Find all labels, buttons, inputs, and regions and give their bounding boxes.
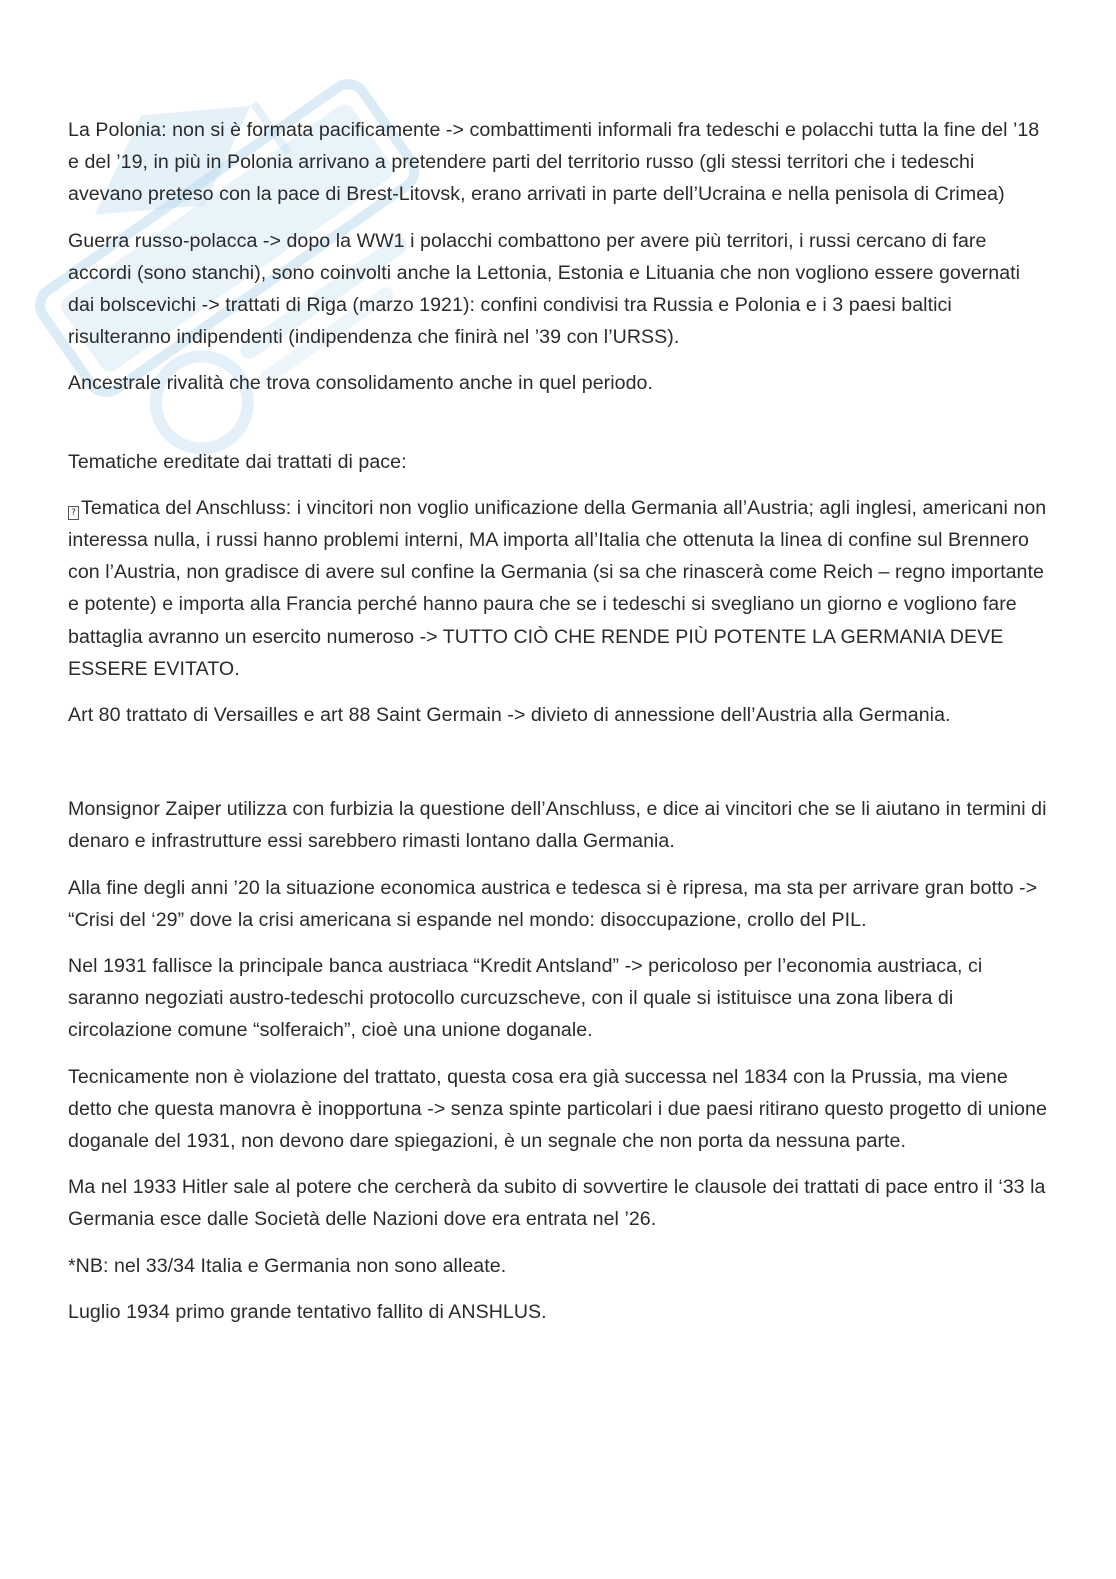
missing-glyph-bullet-icon: ? xyxy=(68,506,79,520)
paragraph-polonia: La Polonia: non si è formata pacificamente -> combattimenti informali fra tedeschi e polacchi tutta la fine del ’18 e del ’19, in più in Polonia arrivano a pretendere parti del territorio russo (gli stessi territori che i tedeschi avevano preteso con la pace di Brest-Litovsk, erano arrivati in parte dell’Ucraina e nella penisola di Crimea) xyxy=(68,119,1040,206)
document-body xyxy=(68,114,1048,1342)
paragraph-nb-alleanze: *NB: nel 33/34 Italia e Germania non sono alleate. xyxy=(68,1254,507,1277)
section-heading-tematiche: Tematiche ereditate dai trattati di pace: xyxy=(68,450,407,473)
paragraph-guerra-russo-polacca: Guerra russo-polacca -> dopo la WW1 i polacchi combattono per avere più territori, i russi cercano di fare accordi (sono stanchi), sono coinvolti anche la Lettonia, Estonia e Lituania che non vogliono essere governati dai bolscevichi -> trattati di Riga (marzo 1921): confini condivisi tra Russia e Polonia e i 3 paesi baltici risulteranno indipendenti (indipendenza che finirà nel ’39 con l’URSS). xyxy=(68,229,1021,349)
paragraph-luglio-1934: Luglio 1934 primo grande tentativo fallito di ANSHLUS. xyxy=(68,1300,547,1323)
paragraph-rivalita: Ancestrale rivalità che trova consolidamento anche in quel periodo. xyxy=(68,372,653,395)
paragraph-monsignor-zaiper: Monsignor Zaiper utilizza con furbizia la questione dell’Anschluss, e dice ai vincitori che se li aiutano in termini di denaro e infrastrutture essi sarebbero rimasti lontano dalla Germania. xyxy=(68,798,1047,853)
paragraph-art-80: Art 80 trattato di Versailles e art 88 Saint Germain -> divieto di annessione dell’Austria alla Germania. xyxy=(68,704,951,727)
paragraph-kredit-antsland: Nel 1931 fallisce la principale banca austriaca “Kredit Antsland” -> pericoloso per l’economia austriaca, ci saranno negoziati austro-tedeschi protocollo curcuzscheve, con il quale si istituisce una zona libera di circolazione comune “solferaich”, cioè una unione doganale. xyxy=(68,955,983,1042)
paragraph-hitler-1933: Ma nel 1933 Hitler sale al potere che cercherà da subito di sovvertire le clausole dei trattati di pace entro il ‘33 la Germania esce dalle Società delle Nazioni dove era entrata nel ’26. xyxy=(68,1176,1046,1231)
paragraph-unione-doganale: Tecnicamente non è violazione del trattato, questa cosa era già successa nel 1834 con la Prussia, ma viene detto che questa manovra è inopportuna -> senza spinte particolari i due paesi ritirano questo progetto di unione doganale del 1931, non devono dare spiegazioni, è un segnale che non porta da nessuna parte. xyxy=(68,1065,1047,1153)
paragraph-anschluss-text: Tematica del Anschluss: i vincitori non voglio unificazione della Germania all’Austria; agli inglesi, americani non interessa nulla, i russi hanno problemi interni, MA importa all’Italia che ottenuta la linea di confine sul Brennero con l’Austria, non gradisce di avere sul confine la Germania (si sa che rinascerà come Reich – regno importante e potente) e importa alla Francia perché hanno paura che se i tedeschi si svegliano un giorno e vogliono fare battaglia avranno un esercito numeroso -> TUTTO CIÒ CHE RENDE PIÙ POTENTE LA GERMANIA DEVE ESSERE EVITATO. xyxy=(68,496,1047,680)
paragraph-anschluss xyxy=(68,492,1048,685)
paragraph-crisi-29: Alla fine degli anni ’20 la situazione economica austrica e tedesca si è ripresa, ma sta per arrivare gran botto -> “Crisi del ‘29” dove la crisi americana si espande nel mondo: disoccupazione, crollo del PIL. xyxy=(68,876,1038,931)
